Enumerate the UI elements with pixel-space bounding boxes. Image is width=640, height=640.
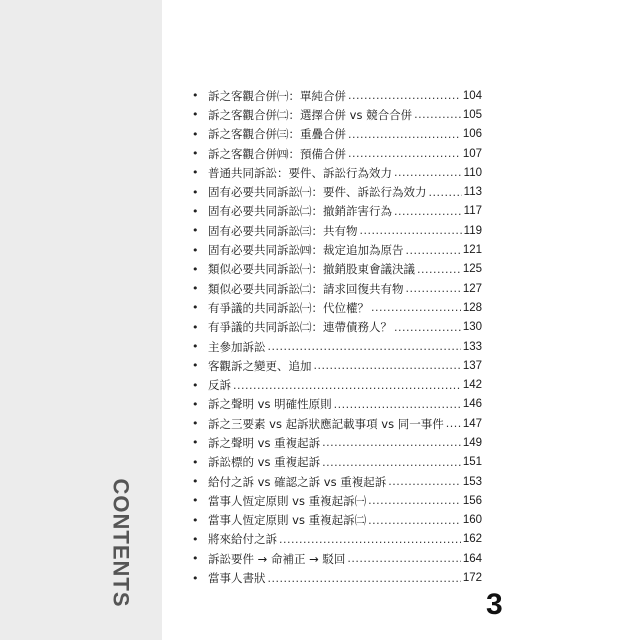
dot-leader: [268, 572, 461, 585]
dot-leader: [348, 89, 461, 102]
toc-title: 訴之客觀合併㈣：預備合併: [208, 146, 346, 161]
dot-leader: [334, 398, 461, 411]
dot-leader: [406, 282, 461, 295]
toc-entry[interactable]: [192, 491, 482, 510]
dot-leader: [394, 166, 462, 179]
toc-entry[interactable]: [192, 163, 482, 182]
toc-entry[interactable]: [192, 125, 482, 144]
toc-page: 117: [463, 205, 482, 218]
dot-leader: [360, 224, 462, 237]
toc-page: 105: [462, 108, 482, 121]
bullet-icon: •: [192, 282, 199, 296]
toc-entry[interactable]: [192, 568, 482, 587]
toc-page: 133: [462, 340, 482, 353]
dot-leader: [394, 205, 462, 218]
toc-page: 110: [463, 166, 482, 179]
toc-entry[interactable]: [192, 375, 482, 394]
sidebar-strip: [0, 0, 162, 640]
toc-page: 172: [462, 572, 482, 585]
dot-leader: [322, 436, 461, 449]
toc-entry[interactable]: [192, 240, 482, 259]
toc-entry[interactable]: [192, 144, 482, 163]
bullet-icon: •: [192, 204, 199, 218]
bullet-icon: •: [192, 494, 199, 508]
bullet-icon: •: [192, 166, 199, 180]
bullet-icon: •: [192, 185, 199, 199]
toc-entry[interactable]: [192, 202, 482, 221]
page-number: 3: [486, 588, 503, 621]
bullet-icon: •: [192, 147, 199, 161]
toc-page: 107: [462, 147, 482, 160]
bullet-icon: •: [192, 552, 199, 566]
toc-title: 當事人恆定原則 vs 重複起訴㈡: [208, 513, 367, 528]
bullet-icon: •: [192, 359, 199, 373]
bullet-icon: •: [192, 224, 199, 238]
toc-entry[interactable]: [192, 395, 482, 414]
toc-page: 162: [462, 533, 482, 546]
toc-entry[interactable]: [192, 260, 482, 279]
bullet-icon: •: [192, 455, 199, 469]
toc-entry[interactable]: [192, 549, 482, 568]
toc-title: 固有必要共同訴訟㈡：撤銷詐害行為: [208, 204, 392, 219]
dot-leader: [394, 321, 461, 334]
toc-page: 164: [462, 552, 482, 565]
dot-leader: [417, 263, 461, 276]
contents-label: [106, 478, 134, 608]
toc-entry[interactable]: [192, 433, 482, 452]
dot-leader: [414, 108, 461, 121]
toc-entry[interactable]: [192, 318, 482, 337]
dot-leader: [368, 494, 461, 507]
toc-title: 訴訟標的 vs 重複起訴: [208, 455, 321, 470]
toc-page: 146: [462, 398, 482, 411]
toc-title: 固有必要共同訴訟㈢：共有物: [208, 223, 358, 238]
toc-entry[interactable]: [192, 356, 482, 375]
toc-title: 訴之客觀合併㈠：單純合併: [208, 88, 346, 103]
toc-title: 類似必要共同訴訟㈠：撤銷股東會議決議: [208, 262, 415, 277]
bullet-icon: •: [192, 378, 199, 392]
dot-leader: [371, 301, 461, 314]
dot-leader: [314, 359, 461, 372]
toc-title: 訴訟要件 → 命補正 → 駁回: [208, 551, 346, 566]
toc-page: 137: [462, 359, 482, 372]
toc-page: 147: [462, 417, 482, 430]
toc-title: 訴之聲明 vs 明確性原則: [208, 397, 332, 412]
bullet-icon: •: [192, 513, 199, 527]
dot-leader: [279, 533, 461, 546]
toc-title: 客觀訴之變更、追加: [208, 358, 312, 373]
bullet-icon: •: [192, 475, 199, 489]
toc-page: 153: [462, 475, 482, 488]
toc-title: 訴之聲明 vs 重複起訴: [208, 435, 321, 450]
toc-page: 113: [463, 186, 482, 199]
toc-title: 訴之三要素 vs 起訴狀應記載事項 vs 同一事件: [208, 416, 444, 431]
toc-title: 反訴: [208, 378, 231, 393]
bullet-icon: •: [192, 436, 199, 450]
dot-leader: [347, 552, 460, 565]
bullet-icon: •: [192, 108, 199, 122]
toc-title: 主參加訴訟: [208, 339, 266, 354]
toc-title: 固有必要共同訴訟㈣：裁定追加為原告: [208, 243, 404, 258]
bullet-icon: •: [192, 340, 199, 353]
toc-page: 121: [462, 244, 482, 257]
bullet-icon: •: [192, 320, 199, 334]
table-of-contents: [192, 86, 482, 588]
bullet-icon: •: [192, 243, 199, 257]
toc-entry[interactable]: [192, 279, 482, 298]
toc-page: 128: [462, 301, 482, 314]
toc-title: 類似必要共同訴訟㈡：請求回復共有物: [208, 281, 404, 296]
toc-entry[interactable]: [192, 530, 482, 549]
toc-page: 127: [462, 282, 482, 295]
dot-leader: [348, 147, 461, 160]
toc-page: 106: [462, 128, 482, 141]
toc-entry[interactable]: [192, 298, 482, 317]
toc-page: 130: [462, 321, 482, 334]
toc-title: 當事人書狀: [208, 571, 266, 586]
bullet-icon: •: [192, 417, 199, 431]
dot-leader: [322, 456, 461, 469]
bullet-icon: •: [192, 532, 199, 546]
bullet-icon: •: [192, 397, 199, 411]
toc-title: 當事人恆定原則 vs 重複起訴㈠: [208, 493, 367, 508]
toc-page: 119: [463, 224, 482, 237]
toc-entry[interactable]: [192, 105, 482, 124]
toc-title: 有爭議的共同訴訟㈡：連帶債務人？: [208, 320, 392, 335]
toc-entry[interactable]: [192, 472, 482, 491]
contents-label-text: CONTENTS: [108, 478, 133, 608]
dot-leader: [368, 514, 461, 527]
bullet-icon: •: [192, 262, 199, 276]
toc-title: 訴之客觀合併㈡：選擇合併 vs 競合合併: [208, 107, 413, 122]
toc-entry[interactable]: [192, 182, 482, 201]
toc-page: 125: [462, 263, 482, 276]
toc-page: 151: [462, 456, 482, 469]
toc-page: 142: [462, 379, 482, 392]
toc-entry[interactable]: [192, 511, 482, 530]
toc-page: 149: [462, 436, 482, 449]
toc-entry[interactable]: [192, 453, 482, 472]
toc-title: 訴之客觀合併㈢：重疊合併: [208, 127, 346, 142]
dot-leader: [348, 128, 461, 141]
toc-page: 160: [462, 514, 482, 527]
bullet-icon: •: [192, 127, 199, 141]
toc-entry[interactable]: [192, 221, 482, 240]
dot-leader: [388, 475, 461, 488]
dot-leader: [268, 340, 461, 353]
bullet-icon: •: [192, 301, 199, 315]
bullet-icon: •: [192, 571, 199, 585]
dot-leader: [233, 379, 461, 392]
dot-leader: [406, 244, 461, 257]
toc-page: 156: [462, 494, 482, 507]
dot-leader: [429, 186, 462, 199]
toc-entry[interactable]: [192, 337, 482, 356]
toc-title: 有爭議的共同訴訟㈠：代位權？: [208, 300, 369, 315]
toc-title: 給付之訴 vs 確認之訴 vs 重複起訴: [208, 474, 387, 489]
toc-entry[interactable]: [192, 86, 482, 105]
bullet-icon: •: [192, 89, 199, 103]
toc-title: 固有必要共同訴訟㈠：要件、訴訟行為效力: [208, 185, 427, 200]
toc-page: 104: [462, 89, 482, 102]
toc-entry[interactable]: [192, 414, 482, 433]
toc-title: 普通共同訴訟：要件、訴訟行為效力: [208, 165, 392, 180]
toc-title: 將來給付之訴: [208, 532, 277, 547]
dot-leader: [446, 417, 461, 430]
